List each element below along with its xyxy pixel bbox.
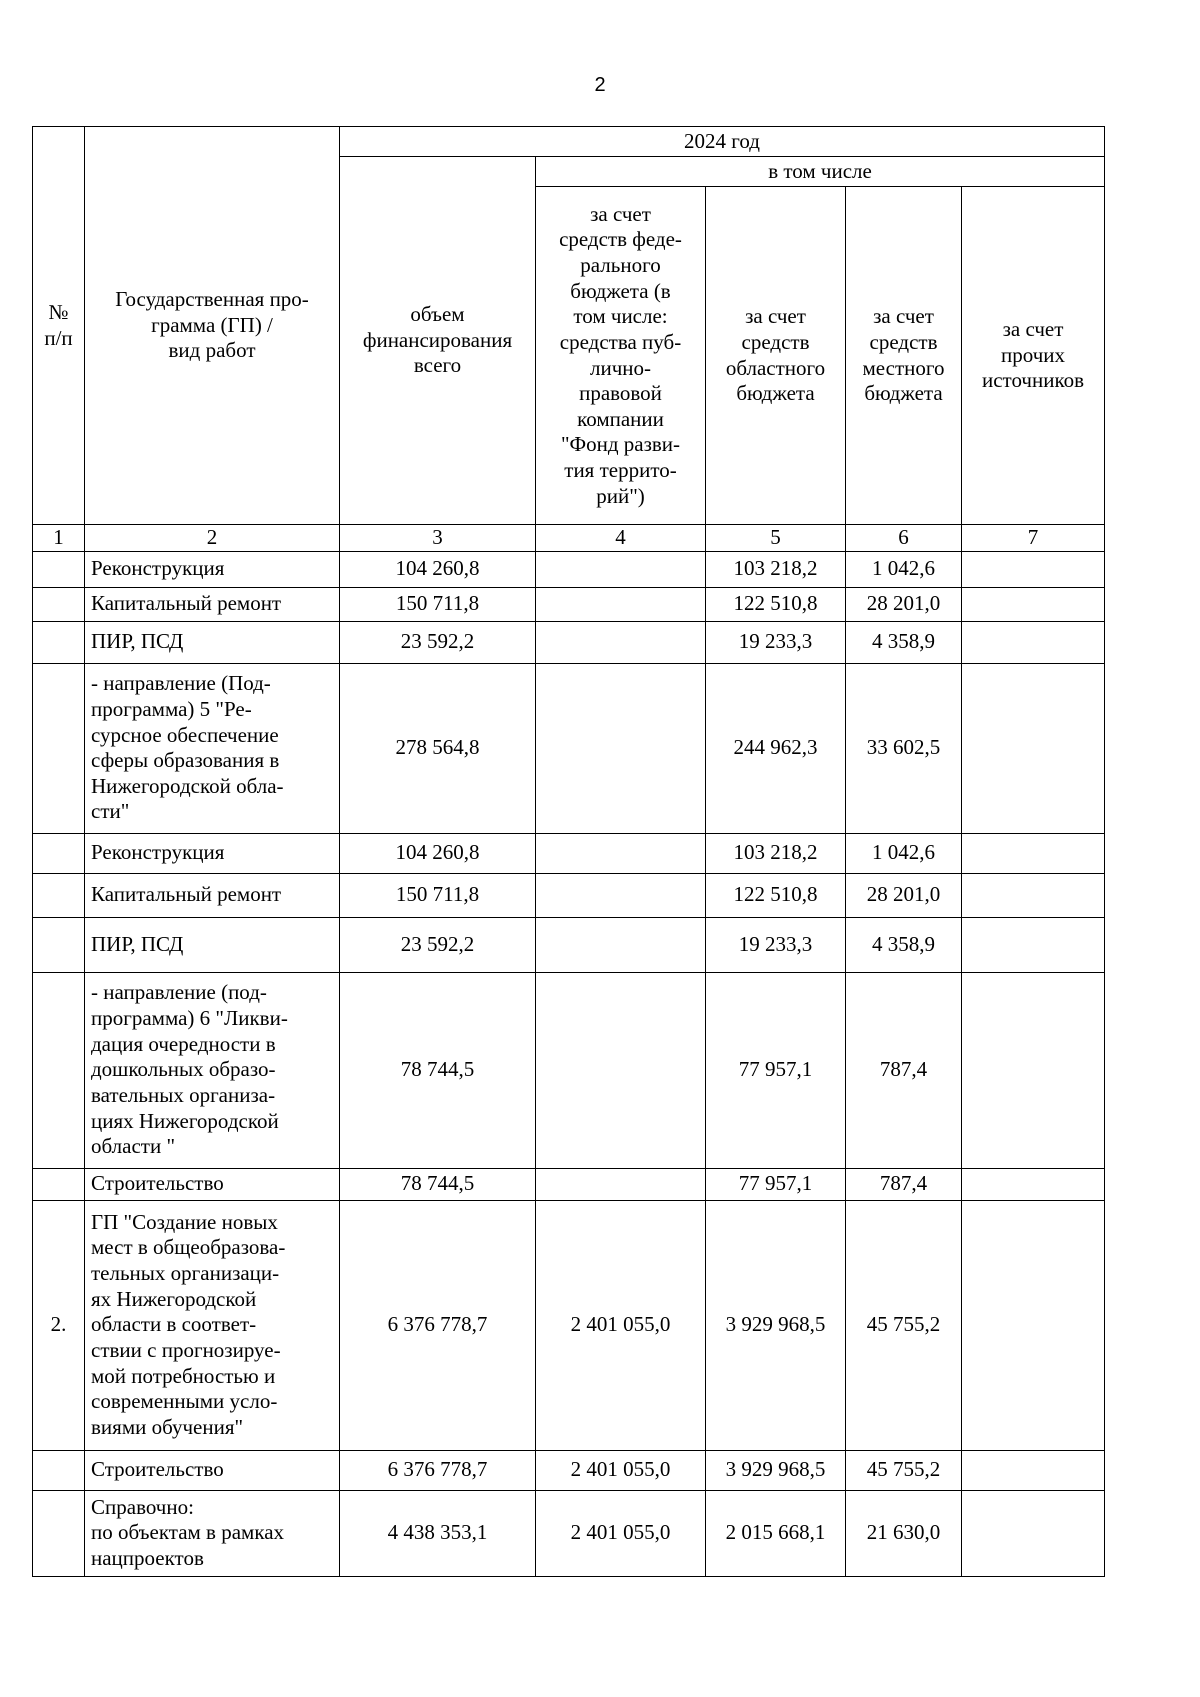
local-cell: 28 201,0 (846, 587, 962, 621)
table-row (33, 1200, 1105, 1450)
local-cell: 4 358,9 (846, 621, 962, 663)
table-row (33, 1490, 1105, 1576)
row-number-cell (33, 551, 85, 587)
program-name-cell: - направление (Под- программа) 5 "Ре- сурсное обеспечение сферы образования в Нижегородской обла- сти" (85, 663, 340, 833)
total-cell: 6 376 778,7 (340, 1200, 536, 1450)
column-number: 2 (85, 525, 340, 552)
federal-cell (536, 621, 706, 663)
other-cell (962, 663, 1105, 833)
total-cell: 104 260,8 (340, 833, 536, 873)
regional-cell: 3 929 968,5 (706, 1200, 846, 1450)
column-number: 7 (962, 525, 1105, 552)
table-row (33, 873, 1105, 917)
table-row (33, 551, 1105, 587)
federal-cell (536, 972, 706, 1168)
regional-cell: 77 957,1 (706, 1168, 846, 1200)
other-cell (962, 833, 1105, 873)
regional-cell: 19 233,3 (706, 917, 846, 972)
total-cell: 278 564,8 (340, 663, 536, 833)
local-cell: 21 630,0 (846, 1490, 962, 1576)
local-cell: 1 042,6 (846, 833, 962, 873)
header-including: в том числе (536, 157, 1105, 187)
header-total-financing: объем финансирования всего (340, 157, 536, 525)
program-name-cell: Справочно: по объектам в рамках нацпроектов (85, 1490, 340, 1576)
local-cell: 4 358,9 (846, 917, 962, 972)
regional-cell: 77 957,1 (706, 972, 846, 1168)
federal-cell (536, 1168, 706, 1200)
federal-cell (536, 551, 706, 587)
federal-cell (536, 917, 706, 972)
total-cell: 104 260,8 (340, 551, 536, 587)
program-name-cell: Капитальный ремонт (85, 587, 340, 621)
other-cell (962, 621, 1105, 663)
federal-cell (536, 663, 706, 833)
row-number-cell (33, 972, 85, 1168)
table-row (33, 621, 1105, 663)
local-cell: 1 042,6 (846, 551, 962, 587)
column-numbers-row (33, 525, 1105, 552)
local-cell: 33 602,5 (846, 663, 962, 833)
total-cell: 150 711,8 (340, 873, 536, 917)
total-cell: 23 592,2 (340, 917, 536, 972)
column-number: 6 (846, 525, 962, 552)
other-cell (962, 587, 1105, 621)
financing-table (32, 126, 1105, 1577)
header-federal-budget: за счет средств феде- рального бюджета (в том числе: средства пуб- лично- правовой компании "Фонд разви- тия террито- рий") (536, 187, 706, 525)
other-cell (962, 1490, 1105, 1576)
other-cell (962, 972, 1105, 1168)
column-number: 5 (706, 525, 846, 552)
other-cell (962, 1450, 1105, 1490)
regional-cell: 122 510,8 (706, 873, 846, 917)
row-number-cell (33, 917, 85, 972)
page-number: 2 (594, 74, 606, 96)
federal-cell: 2 401 055,0 (536, 1450, 706, 1490)
header-other-sources: за счет прочих источников (962, 187, 1105, 525)
local-cell: 45 755,2 (846, 1450, 962, 1490)
program-name-cell: Реконструкция (85, 551, 340, 587)
other-cell (962, 551, 1105, 587)
program-name-cell: Строительство (85, 1168, 340, 1200)
column-number: 1 (33, 525, 85, 552)
table-row (33, 1450, 1105, 1490)
table-row (33, 663, 1105, 833)
local-cell: 45 755,2 (846, 1200, 962, 1450)
row-number-cell (33, 663, 85, 833)
total-cell: 23 592,2 (340, 621, 536, 663)
header-regional-budget: за счет средств областного бюджета (706, 187, 846, 525)
federal-cell (536, 833, 706, 873)
row-number-cell: 2. (33, 1200, 85, 1450)
federal-cell (536, 587, 706, 621)
regional-cell: 19 233,3 (706, 621, 846, 663)
row-number-cell (33, 1490, 85, 1576)
header-row-number: № п/п (33, 127, 85, 525)
local-cell: 787,4 (846, 972, 962, 1168)
header-year: 2024 год (340, 127, 1105, 157)
total-cell: 150 711,8 (340, 587, 536, 621)
program-name-cell: ГП "Создание новых мест в общеобразова- тельных организаци- ях Нижегородской области в соответ- ствии с прогнозируе- мой потребностью и современными усло- виями обучения" (85, 1200, 340, 1450)
regional-cell: 122 510,8 (706, 587, 846, 621)
row-number-cell (33, 587, 85, 621)
program-name-cell: Капитальный ремонт (85, 873, 340, 917)
column-number: 3 (340, 525, 536, 552)
total-cell: 78 744,5 (340, 972, 536, 1168)
regional-cell: 3 929 968,5 (706, 1450, 846, 1490)
row-number-cell (33, 621, 85, 663)
table-row (33, 833, 1105, 873)
regional-cell: 103 218,2 (706, 551, 846, 587)
table-row (33, 972, 1105, 1168)
federal-cell: 2 401 055,0 (536, 1490, 706, 1576)
regional-cell: 244 962,3 (706, 663, 846, 833)
table-row (33, 917, 1105, 972)
regional-cell: 2 015 668,1 (706, 1490, 846, 1576)
row-number-cell (33, 1450, 85, 1490)
program-name-cell: ПИР, ПСД (85, 917, 340, 972)
column-number: 4 (536, 525, 706, 552)
total-cell: 6 376 778,7 (340, 1450, 536, 1490)
program-name-cell: Строительство (85, 1450, 340, 1490)
table-row (33, 587, 1105, 621)
header-local-budget: за счет средств местного бюджета (846, 187, 962, 525)
other-cell (962, 873, 1105, 917)
total-cell: 78 744,5 (340, 1168, 536, 1200)
other-cell (962, 1168, 1105, 1200)
federal-cell: 2 401 055,0 (536, 1200, 706, 1450)
row-number-cell (33, 1168, 85, 1200)
regional-cell: 103 218,2 (706, 833, 846, 873)
row-number-cell (33, 833, 85, 873)
program-name-cell: - направление (под- программа) 6 "Ликви- дация очередности в дошкольных образо- вательных организа- циях Нижегородской области " (85, 972, 340, 1168)
other-cell (962, 917, 1105, 972)
program-name-cell: Реконструкция (85, 833, 340, 873)
row-number-cell (33, 873, 85, 917)
total-cell: 4 438 353,1 (340, 1490, 536, 1576)
local-cell: 28 201,0 (846, 873, 962, 917)
local-cell: 787,4 (846, 1168, 962, 1200)
program-name-cell: ПИР, ПСД (85, 621, 340, 663)
other-cell (962, 1200, 1105, 1450)
header-program: Государственная про- грамма (ГП) / вид работ (85, 127, 340, 525)
table-row (33, 1168, 1105, 1200)
federal-cell (536, 873, 706, 917)
